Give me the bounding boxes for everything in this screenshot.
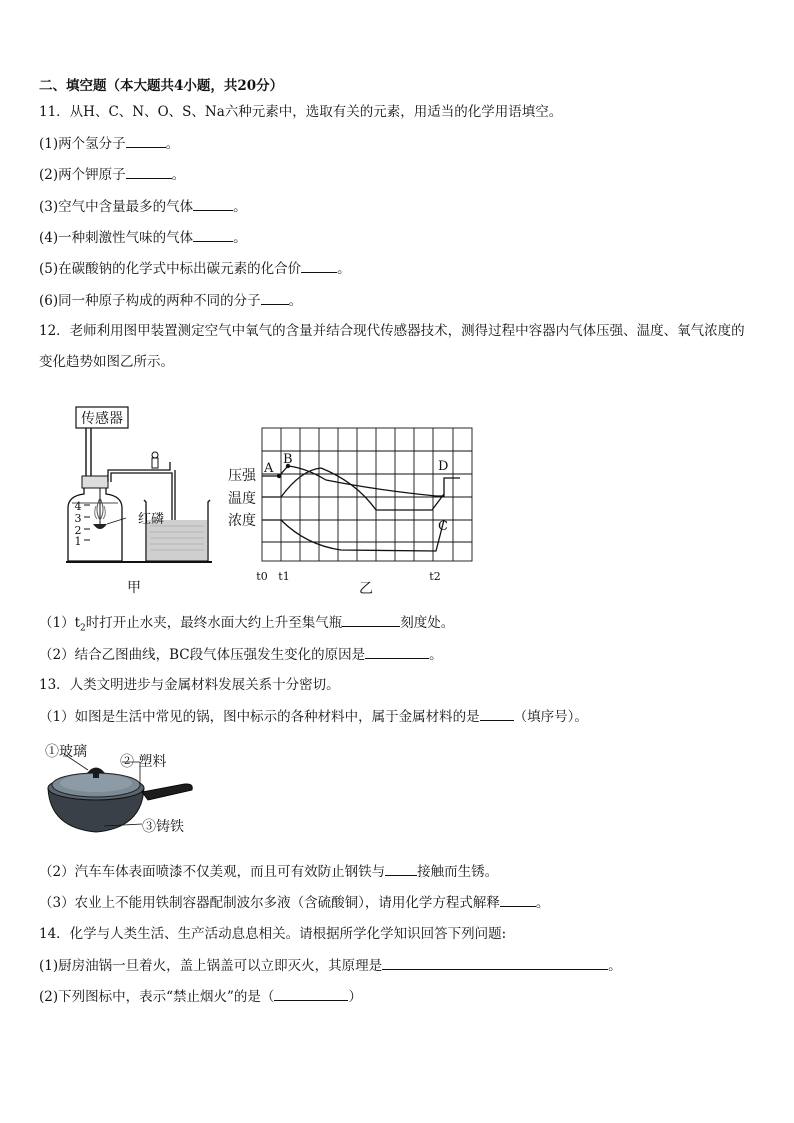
q11-item-3: (3)空气中含量最多的气体 。 xyxy=(39,196,247,217)
point-b: B xyxy=(283,452,293,467)
q14-sub2: (2)下列图标中，表示“禁止烟火”的是（ ） xyxy=(39,986,362,1007)
answer-blank[interactable] xyxy=(365,644,429,659)
pan-label-plastic: ② 塑料 xyxy=(120,754,167,770)
answer-blank[interactable] xyxy=(193,227,233,242)
label-concentration: 浓度 xyxy=(228,513,256,529)
answer-blank[interactable] xyxy=(480,706,514,721)
q11-item-4: (4)一种刺激性气味的气体 。 xyxy=(39,227,247,248)
pan-label-cast-iron: ③铸铁 xyxy=(142,819,184,835)
answer-blank[interactable] xyxy=(342,612,400,627)
q11-item-1: (1)两个氢分子 。 xyxy=(39,133,179,154)
answer-blank[interactable] xyxy=(385,861,417,876)
q11-item-5: (5)在碳酸钠的化学式中标出碳元素的化合价 。 xyxy=(39,258,351,279)
q12-sub1: $(1)t_2$时打开止水夹，最终水面大约上升至集气瓶 刻度处。 xyxy=(39,612,454,639)
q12-stem: 12．老师利用图甲装置测定空气中氧气的含量并结合现代传感器技术，测得过程中容器内气体压强、温度、氧气浓度的变化趋势如图乙所示。 xyxy=(39,323,745,370)
q11-item-2: (2)两个钾原子 。 xyxy=(39,164,185,185)
svg-text:3: 3 xyxy=(74,512,82,525)
answer-blank[interactable] xyxy=(126,164,172,179)
answer-blank[interactable] xyxy=(126,133,166,148)
q14-sub1: (1)厨房油锅一旦着火，盖上锅盖可以立即灭火，其原理是 。 xyxy=(39,955,622,976)
point-c: C xyxy=(438,519,448,534)
svg-text:4: 4 xyxy=(74,500,82,513)
tick-t1: t1 xyxy=(278,570,290,583)
tick-t0: t0 xyxy=(256,570,268,583)
sensor-label: 传感器 xyxy=(81,411,123,427)
point-d: D xyxy=(438,459,449,474)
q12-sub2: （2）结合乙图曲线，BC段气体压强发生变化的原因是 。 xyxy=(39,644,443,665)
fig-jia-caption: 甲 xyxy=(127,580,141,596)
label-temperature: 温度 xyxy=(228,491,256,507)
fig-yi-caption: 乙 xyxy=(359,581,373,597)
answer-blank[interactable] xyxy=(261,290,289,305)
answer-blank[interactable] xyxy=(193,196,233,211)
tick-t2: t2 xyxy=(429,570,441,583)
q14-stem: 14．化学与人类生活、生产活动息息相关。请根据所学化学知识回答下列问题: xyxy=(39,926,507,942)
point-a: A xyxy=(264,461,274,476)
q13-sub3: （3）农业上不能用铁制容器配制波尔多液（含硫酸铜），请用化学方程式解释 。 xyxy=(39,892,549,913)
graph-figure xyxy=(226,420,476,600)
section-title: 二、填空题（本大题共4小题，共20分） xyxy=(39,78,284,94)
answer-blank[interactable] xyxy=(301,258,337,273)
svg-text:2: 2 xyxy=(74,524,82,537)
q13-sub1: （1）如图是生活中常见的锅，图中标示的各种材料中，属于金属材料的是 （填序号）。 xyxy=(39,706,588,727)
answer-blank[interactable] xyxy=(382,955,608,970)
label-pressure: 压强 xyxy=(228,468,256,484)
pan-label-glass: ①玻璃 xyxy=(45,744,87,760)
svg-text:1: 1 xyxy=(74,535,82,548)
phosphorus-label: 红磷 xyxy=(138,512,165,527)
q13-stem: 13．人类文明进步与金属材料发展关系十分密切。 xyxy=(39,677,340,693)
answer-blank[interactable] xyxy=(274,986,348,1001)
apparatus-figure xyxy=(60,398,220,598)
answer-blank[interactable] xyxy=(500,892,536,907)
q11-item-6: (6)同一种原子构成的两种不同的分子 。 xyxy=(39,290,302,311)
q13-sub2: （2）汽车车体表面喷漆不仅美观，而且可有效防止钢铁与 接触而生锈。 xyxy=(39,861,498,882)
q11-stem: 11．从H、C、N、O、S、Na六种元素中，选取有关的元素，用适当的化学用语填空。 xyxy=(39,104,563,120)
